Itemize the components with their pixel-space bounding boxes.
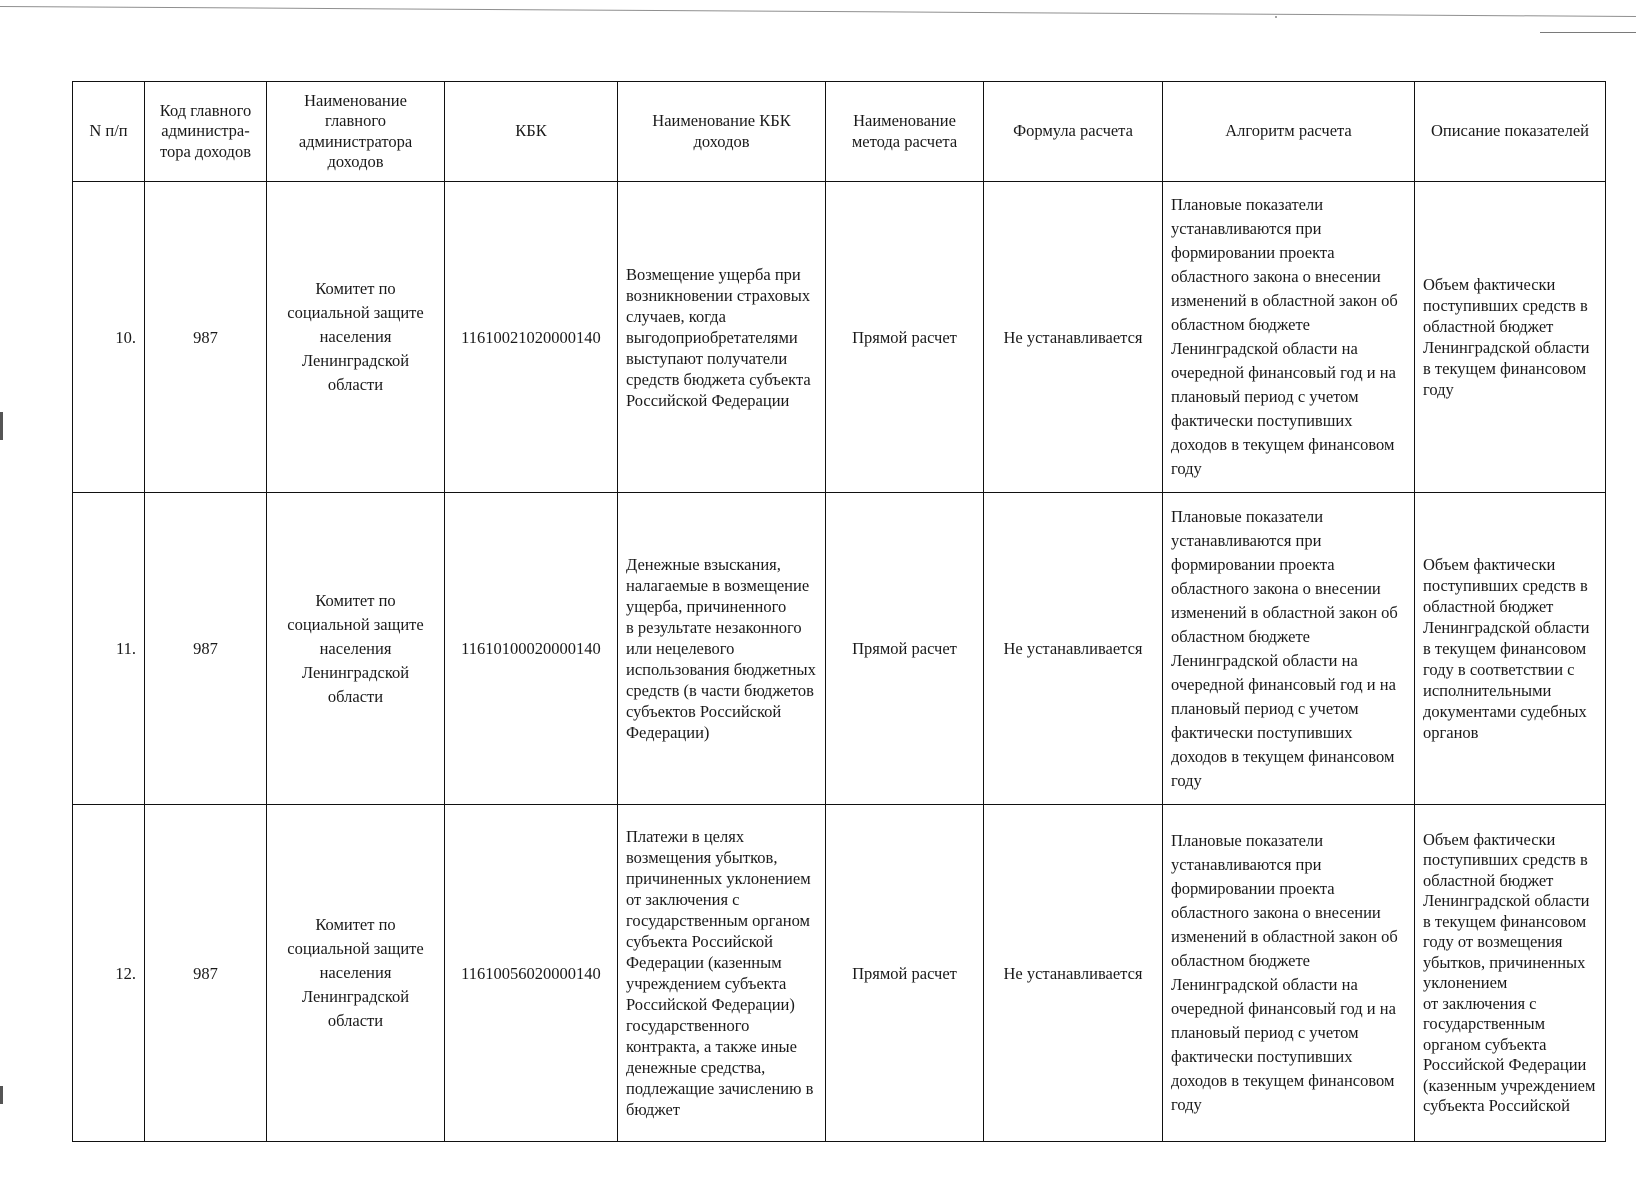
header-num: N п/п — [73, 82, 145, 182]
description-cell — [1415, 493, 1606, 805]
table-row — [73, 182, 1606, 493]
kbk-name-text: Возмещение ущерба при возникновении страховых случаев, когда выгодоприобретателями выступают получатели средств бюджета субъекта Российской Федерации — [626, 264, 811, 410]
header-description: Описание показателей — [1415, 82, 1606, 182]
scan-edge-mark — [0, 1086, 3, 1104]
admin-name-cell: Комитет по социальной защите населения Ленинградской области — [267, 493, 445, 805]
algorithm-cell: Плановые показатели устанавливаются при формировании проекта областного закона о внесении изменений в областной закон об областном бюджете Ленинградской области на очередной финансовый год и на плановый период с учетом фактически поступивших доходов в текущем финансовом году — [1163, 493, 1415, 805]
admin-code-cell: 987 — [145, 182, 267, 493]
kbk-name-cell — [618, 805, 826, 1142]
kbk-name-text: Денежные взыскания, налагаемые в возмещение ущерба, причиненного в результате незаконного или нецелевого использования бюджетных средств (в части бюджетов субъектов Российской Федерации) — [626, 555, 816, 742]
kbk-cell: 11610100020000140 — [445, 493, 618, 805]
admin-name-cell: Комитет по социальной защите населения Ленинградской области — [267, 182, 445, 493]
formula-cell: Не устанавливается — [984, 805, 1163, 1142]
table-row — [73, 805, 1606, 1142]
header-kbk: КБК — [445, 82, 618, 182]
method-cell: Прямой расчет — [826, 182, 984, 493]
admin-code-cell: 987 — [145, 805, 267, 1142]
header-algorithm: Алгоритм расчета — [1163, 82, 1415, 182]
revenue-methods-table — [72, 81, 1606, 1142]
admin-name-cell: Комитет по социальной защите населения Ленинградской области — [267, 805, 445, 1142]
kbk-cell: 11610021020000140 — [445, 182, 618, 493]
row-num: 11. — [73, 493, 145, 805]
scan-border-line — [0, 6, 1636, 17]
scan-speck — [1275, 16, 1277, 18]
header-method: Наименование метода расчета — [826, 82, 984, 182]
scan-border-line-right — [1540, 32, 1636, 33]
table-header-row — [73, 82, 1606, 182]
scan-edge-mark — [0, 412, 3, 440]
description-cell — [1415, 182, 1606, 493]
admin-code-cell: 987 — [145, 493, 267, 805]
kbk-name-text: Платежи в целях возмещения убытков, причиненных уклонением от заключения с государственным органом субъекта Российской Федерации (казенным учреждением субъекта Российской Федерации) государственного контракта, а также иные денежные средства, подлежащие зачислению в бюджет — [626, 827, 814, 1119]
header-kbk-name: Наименование КБК доходов — [618, 82, 826, 182]
kbk-name-cell — [618, 182, 826, 493]
row-num: 10. — [73, 182, 145, 493]
formula-cell: Не устанавливается — [984, 493, 1163, 805]
table-row — [73, 493, 1606, 805]
header-formula: Формула расчета — [984, 82, 1163, 182]
header-admin-code: Код главного администра-тора доходов — [145, 82, 267, 182]
description-cell — [1415, 805, 1606, 1142]
method-cell: Прямой расчет — [826, 805, 984, 1142]
method-cell: Прямой расчет — [826, 493, 984, 805]
header-admin-name: Наименование главного администратора доходов — [267, 82, 445, 182]
algorithm-cell: Плановые показатели устанавливаются при формировании проекта областного закона о внесении изменений в областной закон об областном бюджете Ленинградской области на очередной финансовый год и на плановый период с учетом фактически поступивших доходов в текущем финансовом году — [1163, 182, 1415, 493]
description-text: Объем фактически поступивших средств в областной бюджет Ленинградской области в текущем финансовом году в соответствии с исполнительными документами судебных органов — [1423, 555, 1590, 742]
row-num: 12. — [73, 805, 145, 1142]
description-text: Объем фактически поступивших средств в областной бюджет Ленинградской области в текущем финансовом году от возмещения убытков, причиненных уклонением от заключения с государственным органом субъекта Российской Федерации (казенным учреждением субъекта Российской — [1423, 829, 1596, 1115]
algorithm-cell: Плановые показатели устанавливаются при формировании проекта областного закона о внесении изменений в областной закон об областном бюджете Ленинградской области на очередной финансовый год и на плановый период с учетом фактически поступивших доходов в текущем финансовом году — [1163, 805, 1415, 1142]
kbk-name-cell — [618, 493, 826, 805]
description-text: Объем фактически поступивших средств в областной бюджет Ленинградской области в текущем финансовом году — [1423, 275, 1590, 399]
formula-cell: Не устанавливается — [984, 182, 1163, 493]
kbk-cell: 11610056020000140 — [445, 805, 618, 1142]
